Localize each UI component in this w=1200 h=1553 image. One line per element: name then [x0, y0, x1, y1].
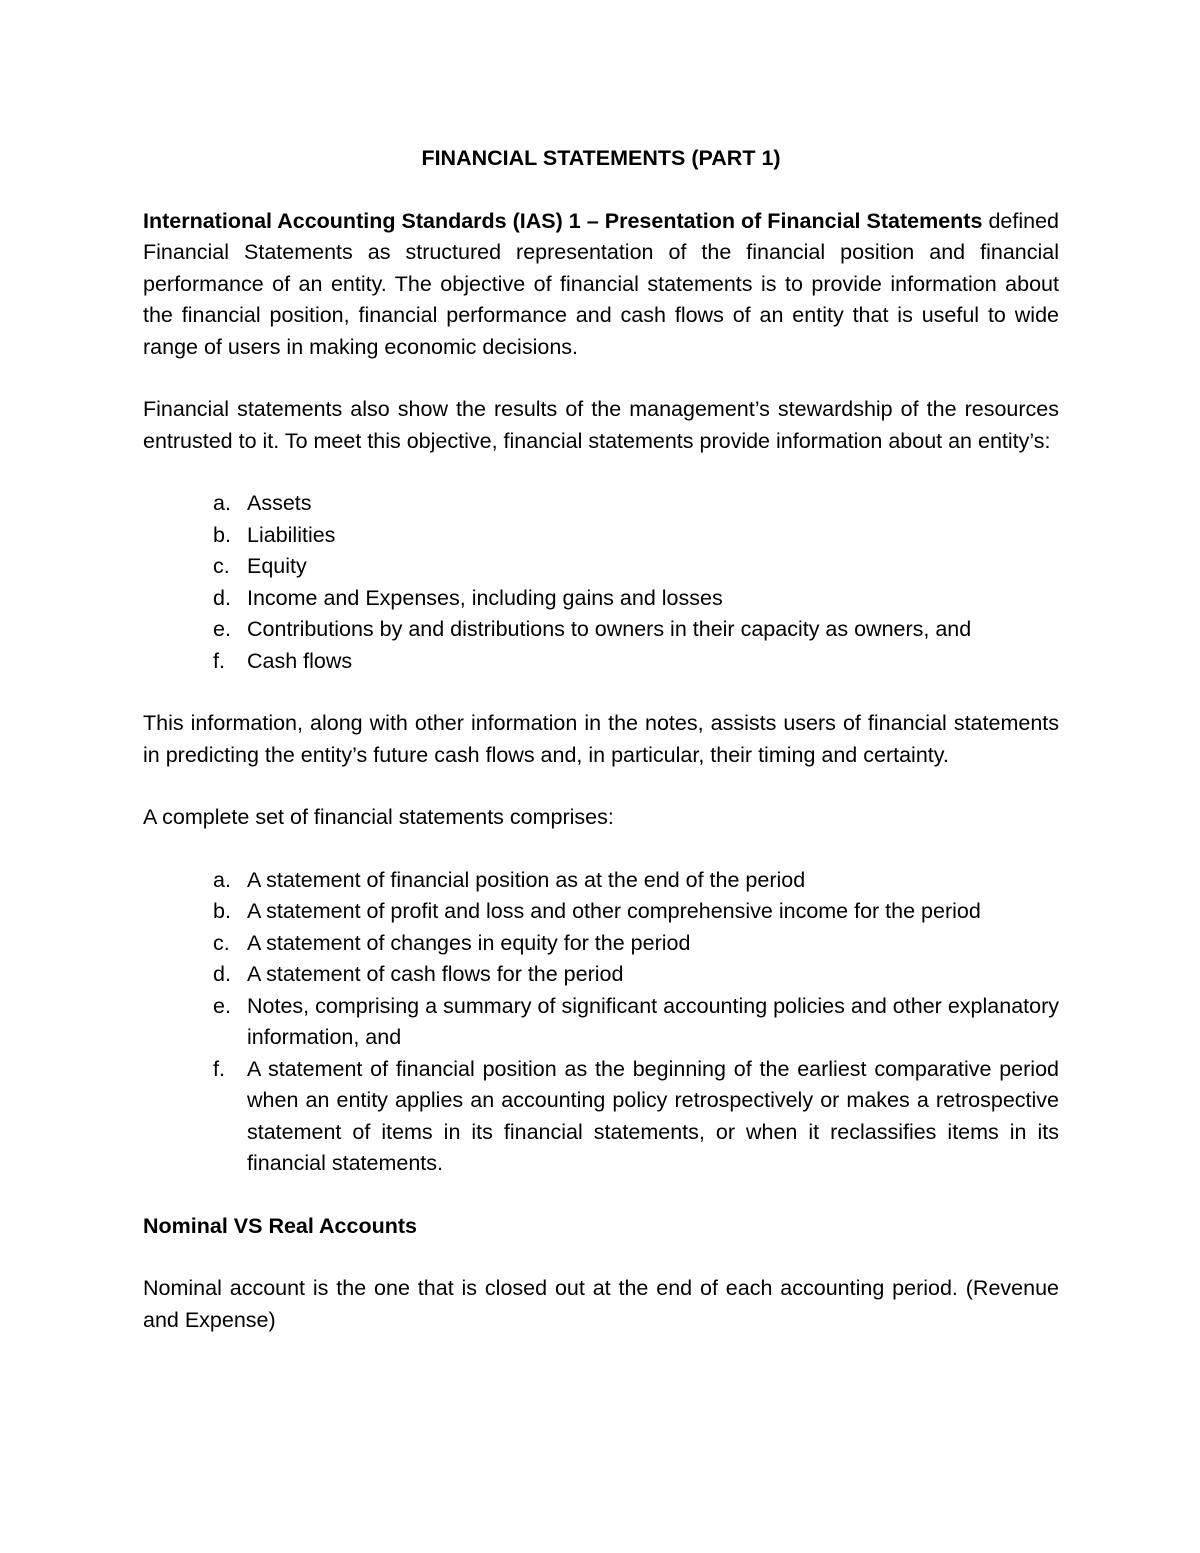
list-marker: a.: [213, 491, 231, 515]
complete-set-paragraph: A complete set of financial statements comprises:: [143, 805, 614, 829]
list-marker: b.: [213, 899, 231, 923]
list-item: [143, 488, 1059, 520]
list-item: [143, 551, 1059, 583]
list-marker: f.: [213, 648, 225, 673]
list-marker: c.: [213, 554, 230, 578]
list-item: [143, 1054, 1059, 1180]
section-heading: Nominal VS Real Accounts: [143, 1213, 417, 1238]
list-marker: d.: [213, 585, 231, 610]
list-marker: c.: [213, 930, 230, 955]
list-item-text: Notes, comprising a summary of significant accounting policies and other explanatory information, and: [247, 993, 1059, 1049]
list-marker: d.: [213, 962, 231, 986]
list-item: [143, 520, 1059, 552]
list-item: [143, 928, 1059, 960]
notes-paragraph: This information, along with other information in the notes, assists users of financial statements in predicting the entity’s future cash flows and, in particular, their timing and certainty.: [143, 711, 1059, 767]
list-item-text: A statement of profit and loss and other comprehensive income for the period: [247, 899, 981, 923]
list-marker: a.: [213, 867, 231, 892]
ias-reference: International Accounting Standards (IAS) 1 – Presentation of Financial Statements: [143, 208, 983, 233]
list-item-text: Income and Expenses, including gains and losses: [247, 585, 723, 610]
intro-paragraph: [143, 206, 1059, 364]
stewardship-paragraph: Financial statements also show the results of the management’s stewardship of the resources entrusted to it. To meet this objective, financial statements provide information about an entity’s:: [143, 397, 1059, 453]
list-item: [143, 991, 1059, 1054]
list-item: [143, 959, 1059, 991]
nominal-account-paragraph: Nominal account is the one that is closed out at the end of each accounting period. (Revenue and Expense): [143, 1276, 1059, 1332]
list-item-text: Equity: [247, 554, 307, 578]
list-item-text: A statement of changes in equity for the period: [247, 930, 691, 955]
elements-list: [143, 488, 1059, 677]
list-item: [143, 614, 1059, 646]
list-marker: b.: [213, 522, 231, 547]
document-page: [143, 143, 1059, 1367]
list-item-text: Assets: [247, 491, 312, 515]
list-item-text: A statement of financial position as at the end of the period: [247, 867, 806, 892]
list-item: [143, 646, 1059, 678]
document-title: FINANCIAL STATEMENTS (PART 1): [421, 146, 781, 170]
list-marker: e.: [213, 617, 231, 641]
list-item-text: Contributions by and distributions to owners in their capacity as owners, and: [247, 617, 972, 641]
list-item-text: Cash flows: [247, 648, 353, 673]
intro-text: defined Financial Statements as structured representation of the financial position and financial performance of an entity. The objective of financial statements is to provide information about the financial position, financial performance and cash flows of an entity that is useful to wide range of users in making economic decisions.: [143, 208, 1059, 359]
list-item-text: Liabilities: [247, 522, 336, 547]
list-item-text: A statement of financial position as the beginning of the earliest comparative period when an entity applies an accounting policy retrospectively or makes a retrospective statement of items in its financial statements, or when it reclassifies items in its financial statements.: [247, 1056, 1059, 1175]
list-item: [143, 865, 1059, 897]
statements-list: [143, 865, 1059, 1180]
list-marker: e.: [213, 993, 231, 1018]
list-item: [143, 583, 1059, 615]
list-item-text: A statement of cash flows for the period: [247, 962, 624, 986]
list-item: [143, 896, 1059, 928]
list-marker: f.: [213, 1056, 225, 1081]
